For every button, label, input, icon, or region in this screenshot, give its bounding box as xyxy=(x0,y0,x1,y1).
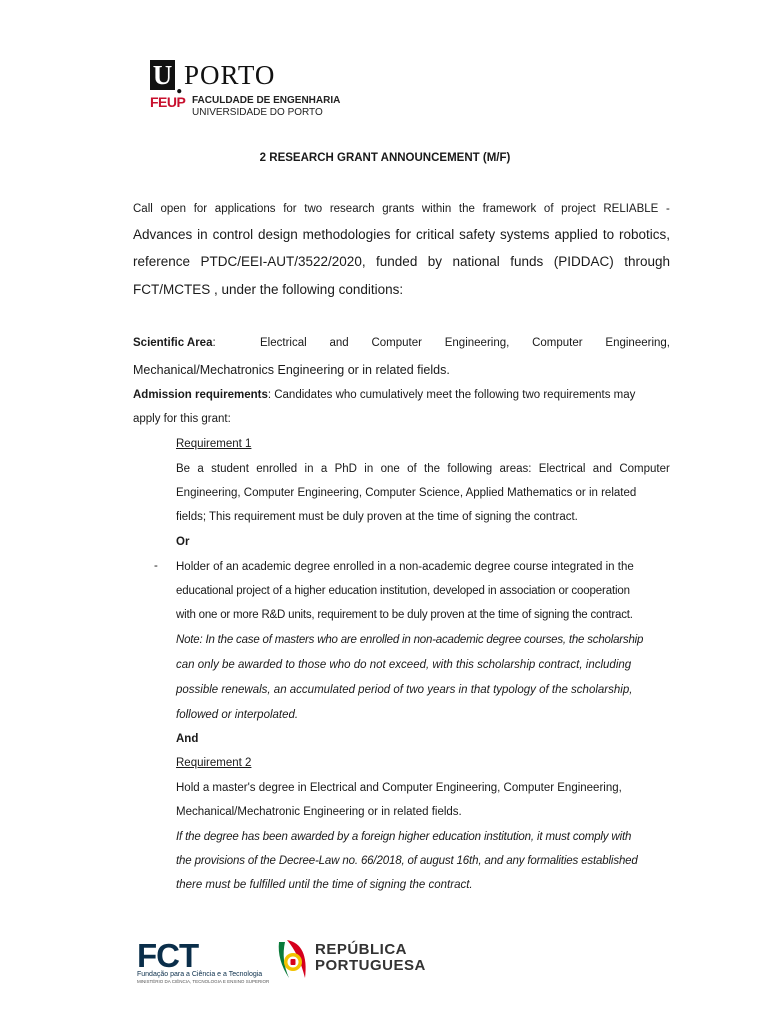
word: following xyxy=(447,463,493,475)
word: a xyxy=(197,463,204,475)
and-connector: And xyxy=(176,733,199,745)
requirement-1-line-3: fields; This requirement must be duly proven at the time of signing the contract. xyxy=(176,511,578,523)
note-line-2: can only be awarded to those who do not exceed, with this scholarship contract, including xyxy=(176,659,632,671)
word: PhD xyxy=(334,463,357,475)
word: - xyxy=(666,203,670,215)
word: reference xyxy=(133,254,191,269)
word: PTDC/EEI-AUT/3522/2020, xyxy=(200,254,366,269)
word: enrolled xyxy=(256,463,298,475)
alternative-line-2: educational project of a higher education institution, developed in association or cooperation xyxy=(176,585,630,597)
word: within xyxy=(421,203,452,215)
word: in xyxy=(364,463,374,475)
word: Computer xyxy=(532,337,583,349)
word: areas: xyxy=(499,463,532,475)
admission-line-1 xyxy=(133,388,670,402)
word: one xyxy=(380,463,400,475)
requirement-1-heading: Requirement 1 xyxy=(176,438,252,450)
word: and xyxy=(329,337,349,349)
word: systems xyxy=(500,227,550,242)
word: research xyxy=(329,203,375,215)
word: for xyxy=(283,203,297,215)
word: Computer xyxy=(619,463,670,475)
word: Call xyxy=(133,203,153,215)
requirement-1-line-2: Engineering, Computer Engineering, Computer Science, Applied Mathematics or in related xyxy=(176,487,637,499)
word: to xyxy=(602,227,615,242)
intro-line-3 xyxy=(133,255,670,269)
word: funds xyxy=(510,254,544,269)
word: through xyxy=(624,254,670,269)
intro-line-1 xyxy=(133,202,670,216)
word: safety xyxy=(459,227,496,242)
admission-line-2: apply for this grant: xyxy=(133,413,231,425)
intro-line-2 xyxy=(133,228,670,242)
word: student xyxy=(211,463,249,475)
word: the xyxy=(424,463,441,475)
word: robotics, xyxy=(618,227,670,242)
uporto-feup-logo xyxy=(150,60,350,122)
portugal-emblem-icon xyxy=(275,938,311,982)
admission-text: : Candidates who cumulatively meet the following two requirements may xyxy=(267,389,636,401)
portuguesa-text: PORTUGUESA xyxy=(315,957,426,974)
word: project xyxy=(561,203,596,215)
word: Advances xyxy=(133,227,193,242)
word: Electrical xyxy=(260,337,307,349)
or-connector: Or xyxy=(176,536,190,548)
alternative-line-1: Holder of an academic degree enrolled in a non-academic degree course integrated in the xyxy=(176,561,634,573)
requirement-2-heading: Requirement 2 xyxy=(176,757,252,769)
word: of xyxy=(407,463,417,475)
scientific-area-colon: : xyxy=(212,337,216,349)
word: for xyxy=(193,203,208,215)
word: methodologies xyxy=(302,227,391,242)
word: Computer xyxy=(371,337,422,349)
requirement-2-line-2: Mechanical/Mechatronic Engineering or in related fields. xyxy=(176,806,462,818)
word: two xyxy=(304,203,323,215)
word: funded xyxy=(376,254,418,269)
word: Engineering, xyxy=(605,337,670,349)
note-line-3: possible renewals, an accumulated period of two years in that typology of the scholarship, xyxy=(176,684,633,696)
word: of xyxy=(543,203,554,215)
word: Engineering, xyxy=(444,337,510,349)
word: critical xyxy=(415,227,455,242)
word: the xyxy=(458,203,475,215)
fct-line-2: MINISTÉRIO DA CIÊNCIA, TECNOLOGIA E ENSINO SUPERIOR xyxy=(137,979,270,984)
intro-line-4: FCT/MCTES , under the following conditions: xyxy=(133,282,404,297)
requirement-2-line-3: If the degree has been awarded by a foreign higher education institution, it must comply with xyxy=(176,831,632,843)
logo-dot: . xyxy=(176,70,183,99)
requirement-2-line-5: there must be fulfilled until the time of signing the contract. xyxy=(176,879,473,891)
word: and xyxy=(592,463,612,475)
list-dash: - xyxy=(154,560,158,572)
word: Be xyxy=(176,463,191,475)
word: a xyxy=(320,463,328,475)
logo-porto: PORTO xyxy=(184,60,276,90)
note-line-4: followed or interpolated. xyxy=(176,709,299,721)
fct-logo xyxy=(137,937,270,986)
admission-label: Admission requirements xyxy=(133,389,268,401)
requirement-1-line-1 xyxy=(176,462,670,476)
logo-faculty: FACULDADE DE ENGENHARIA xyxy=(192,95,341,106)
republica-text: REPÚBLICA xyxy=(315,941,408,958)
word: control xyxy=(212,227,254,242)
requirement-2-line-1: Hold a master's degree in Electrical and Computer Engineering, Computer Engineering, xyxy=(176,782,622,794)
word: for xyxy=(395,227,412,242)
scientific-area-label: Scientific Area xyxy=(133,337,213,349)
logo-feup: FEUP xyxy=(150,94,186,110)
scientific-area-fields xyxy=(260,336,670,350)
word: grants xyxy=(382,203,415,215)
scientific-area-line-2: Mechanical/Mechatronics Engineering or in related fields. xyxy=(133,363,450,377)
fct-letters: FCT xyxy=(137,937,199,974)
word: in xyxy=(197,227,208,242)
word: (PIDDAC) xyxy=(553,254,614,269)
word: in xyxy=(304,463,314,475)
note-line-1: Note: In the case of masters who are enrolled in non-academic degree courses, the scholarship xyxy=(176,634,644,646)
alternative-line-3: with one or more R&D units, requirement to be duly proven at the time of signing the contract. xyxy=(176,609,633,621)
word: Electrical xyxy=(538,463,586,475)
word: framework xyxy=(482,203,537,215)
word: by xyxy=(427,254,443,269)
fct-line-1: Fundação para a Ciência e a Tecnologia xyxy=(137,971,263,978)
requirement-2-line-4: the provisions of the Decree-Law no. 66/2018, of august 16th, and any formalities established xyxy=(176,855,638,867)
word: open xyxy=(160,203,187,215)
word: design xyxy=(257,227,298,242)
word: applications xyxy=(214,203,276,215)
scientific-area-line-1 xyxy=(133,336,670,350)
word: applied xyxy=(554,227,598,242)
word: national xyxy=(452,254,500,269)
document-title: 2 RESEARCH GRANT ANNOUNCEMENT (M/F) xyxy=(259,152,511,164)
logo-u-letter: U xyxy=(150,60,175,90)
word: RELIABLE xyxy=(603,203,659,215)
republica-portuguesa-logo xyxy=(275,938,435,984)
logo-university: UNIVERSIDADE DO PORTO xyxy=(192,107,323,118)
